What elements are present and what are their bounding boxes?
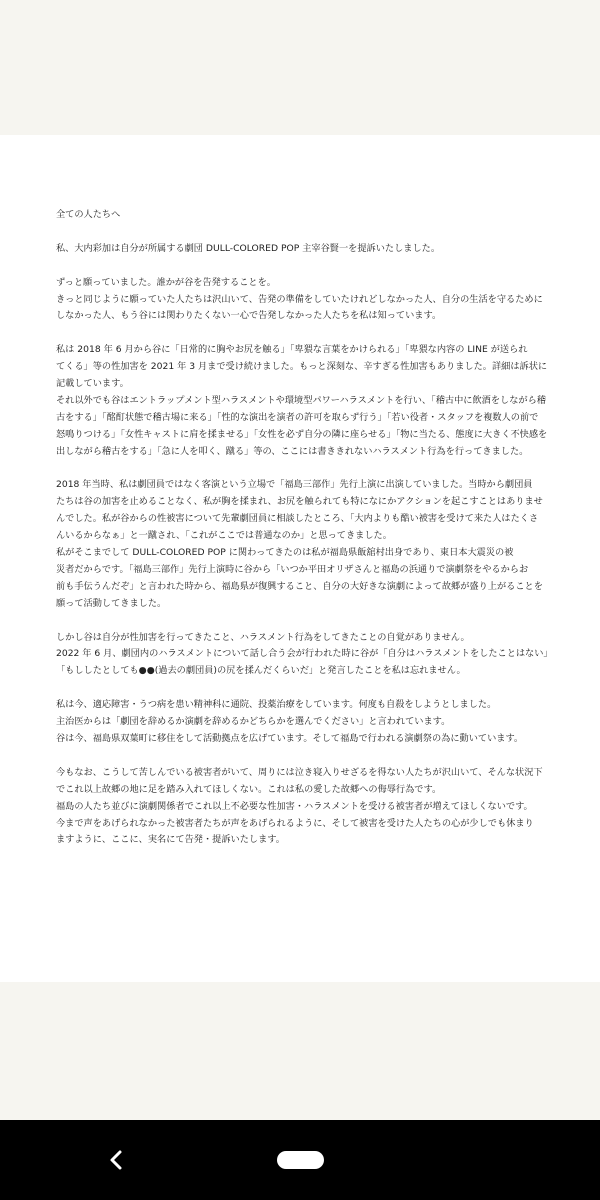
paragraph-line: 災者だからです。「福島三部作」先行上演時に谷から「いつか平田オリザさんと福島の浜通りで演劇祭をやるからお (56, 563, 529, 575)
paragraph (56, 765, 556, 850)
paragraph (56, 275, 556, 326)
paragraph-line: 私がそこまでして DULL-COLORED POP に関わってきたのは私が福島県飯舘村出身であり、東日本大震災の被 (56, 547, 514, 559)
paragraph-line: 今もなお、こうして苦しんでいる被害者がいて、周りには泣き寝入りせざるを得ない人たちが沢山いて、そんな状況下 (56, 766, 543, 778)
viewer-bottom-margin (0, 982, 600, 1120)
document-greeting: 全ての人たちへ (56, 209, 121, 220)
paragraph-line: 今まで声をあげられなかった被害者たちが声をあげられるように、そして被害を受けた人たちの心が少しでも休まり (56, 817, 534, 829)
paragraph-line: 福島の人たち並びに演劇関係者でこれ以上不必要な性加害・ハラスメントを受ける被害者が増えてほしくないです。 (56, 800, 533, 812)
paragraph-line: 出しながら稽古をする」「急に人を叩く、蹴る」等の、ここには書ききれないハラスメント行為を行ってきました。 (56, 445, 529, 457)
paragraph-line: 前も手伝うんだぞ」と言われた時から、福島県が復興すること、自分の大好きな演劇によって故郷が盛り上がることを (56, 580, 543, 592)
paragraph (56, 241, 556, 258)
viewer-top-margin (0, 0, 600, 135)
document-page (0, 135, 600, 982)
back-button[interactable] (103, 1142, 131, 1178)
paragraph-line: 私は 2018 年 6 月から谷に「日常的に胸やお尻を触る」「卑猥な言葉をかけられる」「卑猥な内容の LINE が送られ (56, 344, 528, 356)
paragraph-line: 2022 年 6 月、劇団内のハラスメントについて話し合う会が行われた時に谷が「自分はハラスメントをしたことはない」 (56, 648, 553, 660)
paragraph-line: それ以外でも谷はエントラップメント型ハラスメントや環境型パワーハラスメントを行い、「稽古中に飲酒をしながら稽 (56, 394, 546, 406)
chevron-left-icon (103, 1142, 131, 1178)
paragraph-line: きっと同じように願っていた人たちは沢山いて、告発の準備をしていたけれどしなかった人、自分の生活を守るために (56, 293, 543, 305)
paragraph (56, 477, 556, 612)
paragraph-line: たちは谷の加害を止めることなく、私が胸を揉まれ、お尻を触られても特になにかアクションを起こすことはありませ (56, 496, 543, 508)
paragraph-line: しなかった人、もう谷には関わりたくない一心で告発しなかった人たちを私は知っています。 (56, 310, 442, 322)
paragraph-line: 願って活動してきました。 (56, 597, 167, 609)
paragraph (56, 697, 556, 748)
paragraph-line: 谷は今、福島県双葉町に移住をして活動拠点を広げています。そして福島で行われる演劇祭の為に動いています。 (56, 733, 524, 744)
paragraph (56, 630, 556, 681)
paragraph-line: 怒鳴りつける」「女性キャストに肩を揉ませる」「女性を必ず自分の隣に座らせる」「物に当たる、態度に大きく不快感を (56, 428, 548, 440)
document-body (56, 207, 556, 849)
paragraph-line: 古をする」「酩酊状態で稽古場に来る」「性的な演出を演者の許可を取らず行う」「若い役者・スタッフを複数人の前で (56, 411, 539, 423)
paragraph-line: ますように、ここに、実名にて告発・提訴いたします。 (56, 834, 285, 846)
paragraph-line: しかし谷は自分が性加害を行ってきたこと、ハラスメント行為をしてきたことの自覚がありません。 (56, 631, 470, 643)
paragraph-line: んでした。私が谷からの性被害について先輩劇団員に相談したところ、「大内よりも酷い被害を受けて来た人はたくさ (56, 513, 539, 525)
paragraph-line: ずっと願っていました。誰かが谷を告発することを。 (56, 276, 276, 288)
home-pill-button[interactable] (277, 1151, 324, 1169)
paragraph (56, 342, 556, 460)
document-paragraphs (56, 241, 556, 850)
paragraph-line: 主治医からは「劇団を辞めるか演劇を辞めるかどちらかを選んでください」と言われています。 (56, 716, 451, 728)
paragraph-line: 私は今、適応障害・うつ病を患い精神科に通院、投薬治療をしています。何度も自殺をしようとしました。 (56, 699, 497, 711)
paragraph-line: 私、大内彩加は自分が所属する劇団 DULL-COLORED POP 主宰谷賢一を提訴いたしました。 (56, 242, 441, 254)
paragraph-line: てくる」等の性加害を 2021 年 3 月まで受け続けました。もっと深刻な、辛すぎる性加害もありました。詳細は訴状に (56, 361, 548, 373)
paragraph-line: んいるからなぁ」と一蹴され、「これがここでは普通なのか」と思ってきました。 (56, 530, 392, 542)
paragraph-line: 「もししたとしても●●(過去の劇団員)の尻を揉んだくらいだ」と発言したことを私は忘れません。 (56, 665, 466, 677)
paragraph-line: 2018 年当時、私は劇団員ではなく客演という立場で「福島三部作」先行上演に出演していました。当時から劇団員 (56, 479, 533, 491)
system-navigation-bar (0, 1120, 600, 1200)
paragraph-line: でこれ以上故郷の地に足を踏み入れてほしくない。これは私の愛した故郷への侮辱行為です。 (56, 783, 442, 795)
paragraph-line: 記載しています。 (56, 378, 129, 390)
